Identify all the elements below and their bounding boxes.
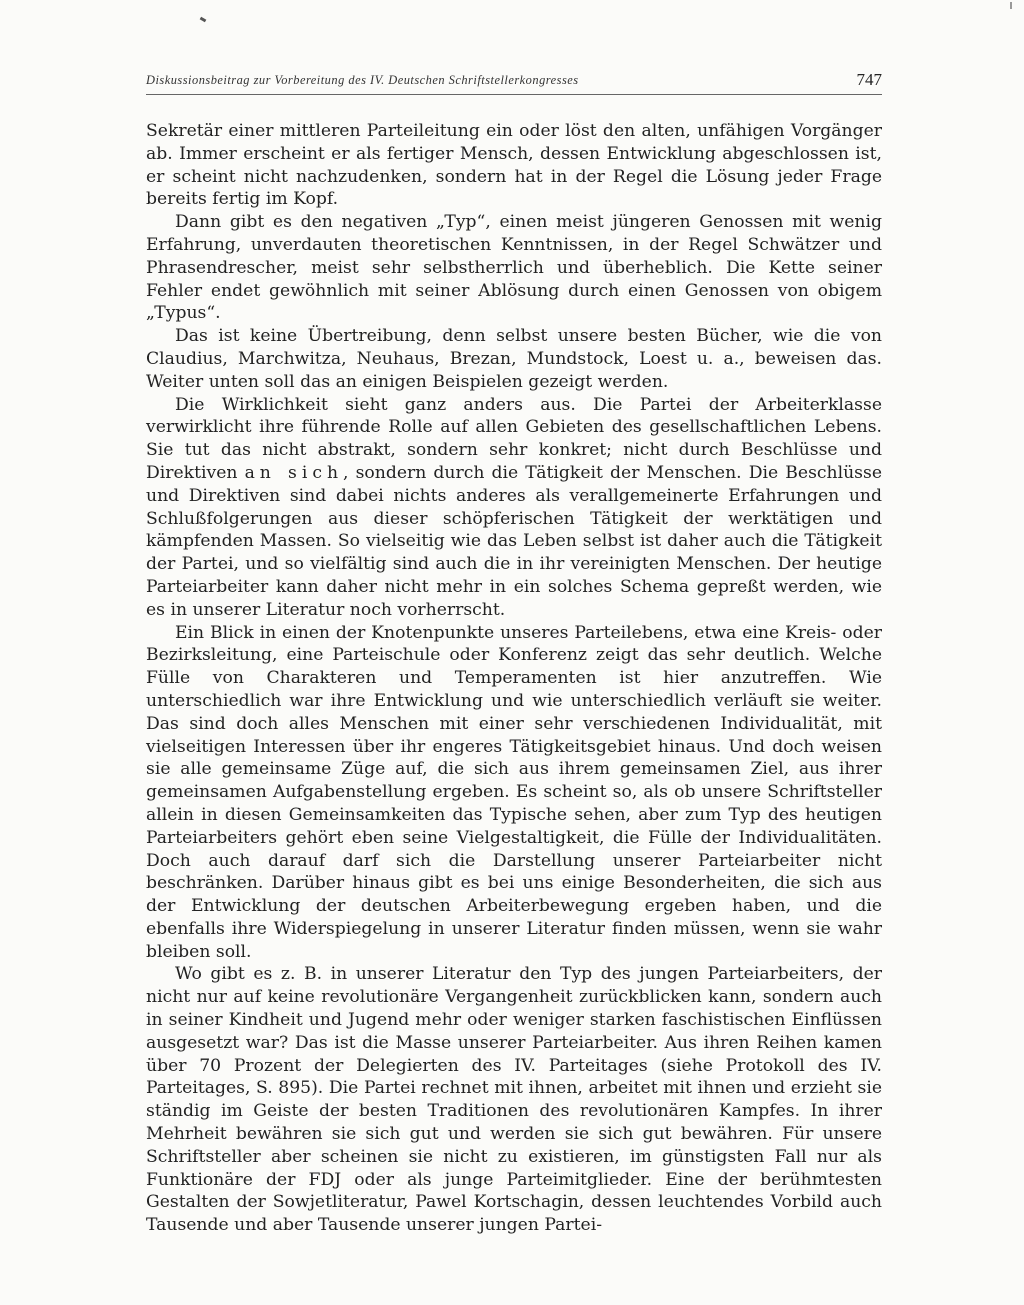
emphasis-spaced: an sich xyxy=(244,462,344,483)
paragraph: Dann gibt es den negativen „Typ“, einen meist jüngeren Genossen mit wenig Erfahrung, unverdauten theoretischen Kenntnissen, in der Regel Schwätzer und Phrasendrescher, meist sehr selbstherrlich und überheblich. Die Kette seiner Fehler endet gewöhnlich mit seiner Ablösung durch einen Genossen von obigem „Typus“. xyxy=(146,212,882,324)
scan-speck xyxy=(200,17,207,23)
page-header xyxy=(146,70,882,95)
paragraph: Sekretär einer mittleren Parteileitung ein oder löst den alten, unfähigen Vorgänger ab. Immer erscheint er als fertiger Mensch, dessen Entwicklung abgeschlossen ist, er scheint nicht nachzudenken, sondern hat in der Regel die Lösung jeder Frage bereits fertig im Kopf. xyxy=(146,121,882,210)
paragraph: Das ist keine Übertreibung, denn selbst unsere besten Bücher, wie die von Claudius, Marchwitza, Neuhaus, Brezan, Mundstock, Loest u. a., beweisen das. Weiter unten soll das an einigen Beispielen gezeigt werden. xyxy=(146,326,882,392)
article-body xyxy=(146,120,882,1237)
paragraph-text: , sondern durch die Tätigkeit der Menschen. Die Beschlüsse und Direktiven sind dabei nichts anderes als verallgemeinerte Erfahrungen und Schlußfolgerungen aus dieser schöpferischen Tätigkeit der werktätigen und kämpfenden Massen. So vielseitig wie das Leben selbst ist daher auch die Tätigkeit der Partei, und so vielfältig sind auch die in ihr vereinigten Menschen. Der heutige Parteiarbeiter kann daher nicht mehr in ein solches Schema gepreßt werden, wie es in unserer Literatur noch vorherrscht. xyxy=(146,462,882,620)
paragraph: Wo gibt es z. B. in unserer Literatur den Typ des jungen Parteiarbeiters, der nicht nur auf keine revolutionäre Vergangenheit zurückblicken kann, sondern auch in seiner Kindheit und Jugend mehr oder weniger starken faschistischen Einflüssen ausgesetzt war? Das ist die Masse unserer Parteiarbeiter. Aus ihren Reihen kamen über 70 Prozent der Delegierten des IV. Parteitages (siehe Protokoll des IV. Parteitages, S. 895). Die Partei rechnet mit ihnen, arbeitet mit ihnen und erzieht sie ständig im Geiste der besten Traditionen des revolutionären Kampfes. In ihrer Mehrheit bewähren sie sich gut und werden sie sich gut bewähren. Für unsere Schriftsteller aber scheinen sie nicht zu existieren, im günstigsten Fall nur als Funktionäre der FDJ oder als junge Parteimitglieder. Eine der berühmtesten Gestalten der Sowjetliteratur, Pawel Kortschagin, dessen leuchtendes Vorbild auch Tausende und aber Tausende unserer jungen Partei- xyxy=(146,964,882,1236)
running-title: Diskussionsbeitrag zur Vorbereitung des IV. Deutschen Schriftstellerkongresses xyxy=(146,73,579,87)
paragraph xyxy=(146,394,882,622)
paragraph-text: Die Wirklichkeit sieht ganz anders aus. Die Partei der Arbeiterklasse verwirklicht ihre führende Rolle auf allen Gebieten des gesellschaftlichen Lebens. Sie tut das nicht abstrakt, sondern sehr konkret; nicht durch Beschlüsse und Direktiven xyxy=(146,394,882,483)
paragraph: Ein Blick in einen der Knotenpunkte unseres Parteilebens, etwa eine Kreis- oder Bezirksleitung, eine Parteischule oder Konferenz zeigt das sehr deutlich. Welche Fülle von Charakteren und Temperamenten ist hier anzutreffen. Wie unterschiedlich war ihre Entwicklung und wie unterschiedlich verläuft sie weiter. Das sind doch alles Menschen mit einer sehr verschiedenen Individualität, mit vielseitigen Interessen über ihr engeres Tätigkeitsgebiet hinaus. Und doch weisen sie alle gemeinsame Züge auf, die sich aus ihrem gemeinsamen Ziel, aus ihrer gemeinsamen Aufgabenstellung ergeben. Es scheint so, als ob unsere Schriftsteller allein in diesen Gemeinsamkeiten das Typische sehen, aber zum Typ des heutigen Parteiarbeiters gehört eben seine Vielgestaltigkeit, die Fülle der Individualitäten. Doch auch darauf darf sich die Darstellung unserer Parteiarbeiter nicht beschränken. Darüber hinaus gibt es bei uns einige Besonderheiten, die sich aus der Entwicklung der deutschen Arbeiterbewegung ergeben haben, und die ebenfalls ihre Widerspiegelung in unserer Literatur finden müssen, wenn sie wahr bleiben soll. xyxy=(146,622,882,962)
page-number: 747 xyxy=(856,70,882,89)
scan-speck xyxy=(1010,2,1012,9)
